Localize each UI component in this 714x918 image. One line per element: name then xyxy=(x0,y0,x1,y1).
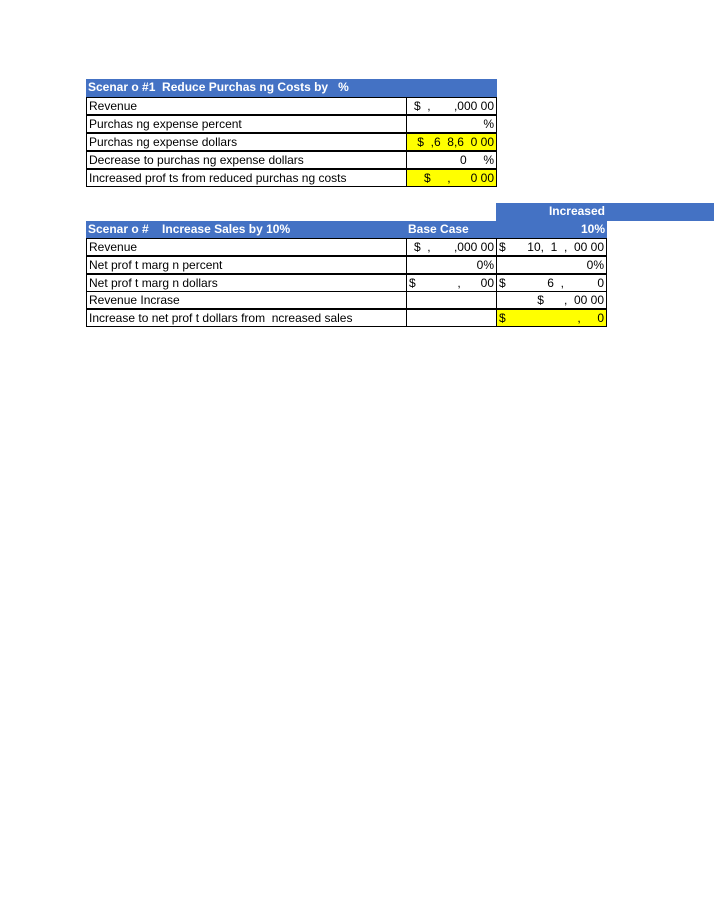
s2-revenue-increased[interactable] xyxy=(496,238,607,256)
s2-margin-dollars-increased[interactable] xyxy=(496,274,607,292)
s2-revenue-base[interactable]: $ , ,000 00 xyxy=(406,238,497,256)
scenario-2-title[interactable]: Scenar o # Increase Sales by 10% xyxy=(86,221,407,239)
s2-revenue-increase-label[interactable]: Revenue Incrase xyxy=(86,291,407,309)
s1-revenue-label[interactable]: Revenue xyxy=(86,97,407,115)
s1-increased-profits-value[interactable]: $ , 0 00 xyxy=(406,169,497,187)
s1-purchasing-percent-label[interactable]: Purchas ng expense percent xyxy=(86,115,407,133)
currency-symbol: $ xyxy=(409,276,416,290)
scenario-1-title[interactable]: Scenar o #1 Reduce Purchas ng Costs by % xyxy=(86,79,497,97)
s2-revenue-increase-increased[interactable]: $ , 00 00 xyxy=(496,291,607,309)
s2-net-profit-increase-label[interactable]: Increase to net prof t dollars from ncreased sales xyxy=(86,309,407,327)
currency-symbol: $ xyxy=(499,311,506,325)
s2-increased-pct-header[interactable]: 10% xyxy=(496,221,607,239)
s1-purchasing-dollars-value[interactable]: $ ,6 8,6 0 00 xyxy=(406,133,497,151)
s2-margin-percent-increased[interactable]: 0% xyxy=(496,256,607,274)
s1-decrease-value[interactable]: 0 % xyxy=(406,151,497,169)
currency-symbol: $ xyxy=(499,240,506,254)
s2-margin-dollars-base-value: , 00 xyxy=(457,276,494,290)
s2-margin-percent-base[interactable]: 0% xyxy=(406,256,497,274)
s2-margin-percent-label[interactable]: Net prof t marg n percent xyxy=(86,256,407,274)
currency-symbol: $ xyxy=(499,276,506,290)
s1-decrease-label[interactable]: Decrease to purchas ng expense dollars xyxy=(86,151,407,169)
s2-revenue-increased-value: 10, 1 , 00 00 xyxy=(527,240,604,254)
s2-base-case-header[interactable]: Base Case xyxy=(406,221,497,239)
s2-increased-header-top-text: Increased xyxy=(548,204,605,218)
s2-net-profit-increase-base[interactable] xyxy=(406,309,497,327)
s2-net-profit-increase-increased[interactable] xyxy=(496,309,607,327)
s2-increased-header-top[interactable] xyxy=(496,203,714,221)
s2-revenue-increase-base[interactable] xyxy=(406,291,497,309)
s2-net-profit-increase-value: , 0 xyxy=(577,311,604,325)
s1-purchasing-dollars-label[interactable]: Purchas ng expense dollars xyxy=(86,133,407,151)
s1-purchasing-percent-value[interactable]: % xyxy=(406,115,497,133)
s2-margin-dollars-label[interactable]: Net prof t marg n dollars xyxy=(86,274,407,292)
s1-revenue-value[interactable]: $ , ,000 00 xyxy=(406,97,497,115)
s1-increased-profits-label[interactable]: Increased prof ts from reduced purchas ng costs xyxy=(86,169,407,187)
s2-margin-dollars-base[interactable] xyxy=(406,274,497,292)
s2-margin-dollars-increased-value: 6 , 0 xyxy=(547,276,604,290)
s2-revenue-label[interactable]: Revenue xyxy=(86,238,407,256)
